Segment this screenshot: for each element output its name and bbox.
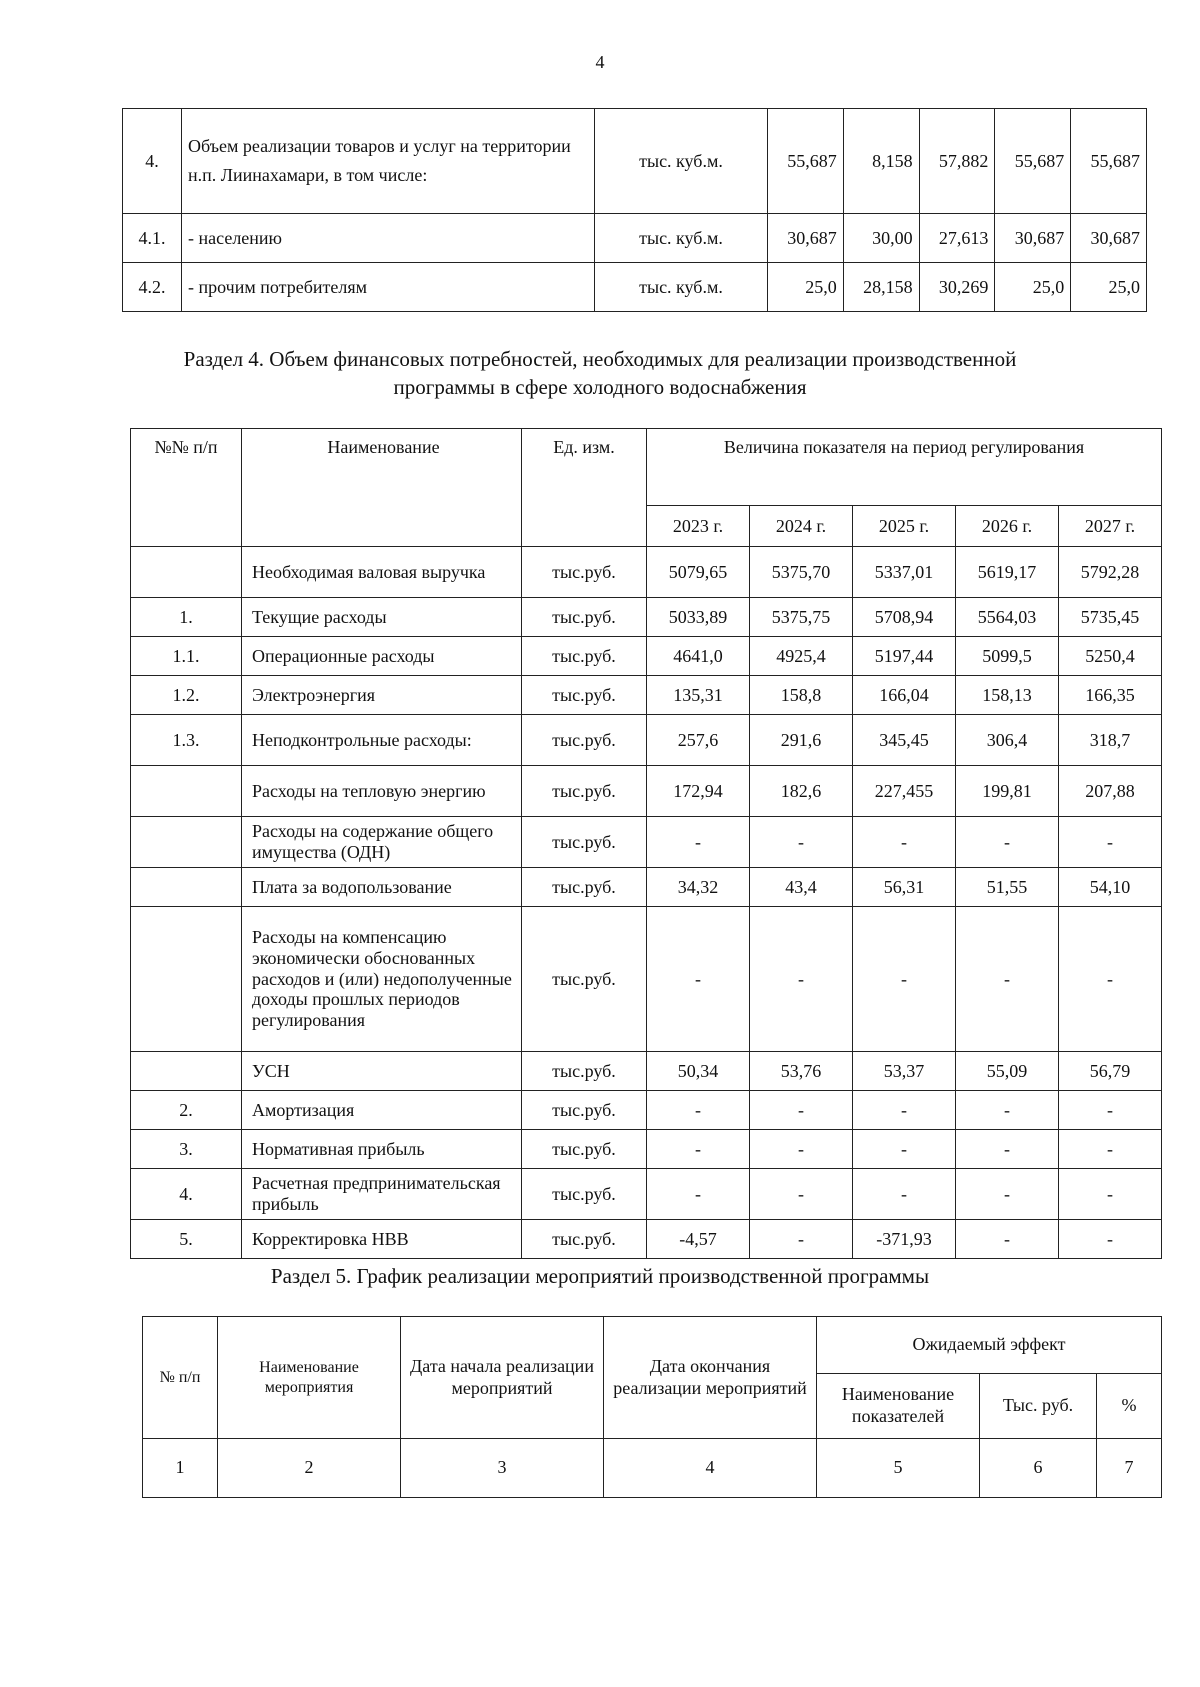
row-value: 27,613	[919, 214, 995, 263]
row-value: 5197,44	[853, 637, 956, 676]
row-unit: тыс.руб.	[522, 1091, 647, 1130]
row-name: Расходы на содержание общего имущества (ОДН)	[242, 817, 522, 868]
row-name: Неподконтрольные расходы:	[242, 715, 522, 766]
header-start: Дата начала реализации мероприятий	[401, 1317, 604, 1439]
row-value: 53,37	[853, 1052, 956, 1091]
table-row	[131, 598, 1162, 637]
section-4-title-line1: Раздел 4. Объем финансовых потребностей, необходимых для реализации производственной	[183, 347, 1017, 371]
row-value: -	[750, 1130, 853, 1169]
row-value: 51,55	[956, 868, 1059, 907]
row-value: 257,6	[647, 715, 750, 766]
table-row	[131, 1091, 1162, 1130]
row-value: 34,32	[647, 868, 750, 907]
table-row	[131, 547, 1162, 598]
row-unit: тыс. куб.м.	[595, 263, 768, 312]
row-value: 207,88	[1059, 766, 1162, 817]
row-number	[131, 817, 242, 868]
row-value: -	[853, 1169, 956, 1220]
financial-needs-table	[130, 428, 1162, 1259]
row-value: -	[647, 1169, 750, 1220]
row-value: 25,0	[1071, 263, 1147, 312]
row-value: 199,81	[956, 766, 1059, 817]
row-unit: тыс. куб.м.	[595, 109, 768, 214]
row-value: 43,4	[750, 868, 853, 907]
table-row	[131, 1130, 1162, 1169]
column-number: 5	[817, 1439, 980, 1498]
row-name: Электроэнергия	[242, 676, 522, 715]
row-value: 135,31	[647, 676, 750, 715]
row-value: -	[647, 1130, 750, 1169]
row-value: -	[853, 1130, 956, 1169]
column-numbers-row	[143, 1439, 1162, 1498]
row-value: 53,76	[750, 1052, 853, 1091]
row-unit: тыс.руб.	[522, 766, 647, 817]
header-num: № п/п	[143, 1317, 218, 1439]
header-effect: Ожидаемый эффект	[817, 1317, 1162, 1374]
row-value: 5250,4	[1059, 637, 1162, 676]
row-value: 50,34	[647, 1052, 750, 1091]
row-value: 5619,17	[956, 547, 1059, 598]
table-header-row	[131, 429, 1162, 506]
row-number: 4.1.	[123, 214, 182, 263]
row-value: 25,0	[768, 263, 844, 312]
row-value: -	[1059, 1169, 1162, 1220]
row-value: 30,687	[768, 214, 844, 263]
table-row	[131, 676, 1162, 715]
table-row	[123, 214, 1147, 263]
row-number	[131, 907, 242, 1052]
row-value: 57,882	[919, 109, 995, 214]
row-value: 5792,28	[1059, 547, 1162, 598]
row-value: 345,45	[853, 715, 956, 766]
row-value: -	[750, 817, 853, 868]
row-unit: тыс.руб.	[522, 907, 647, 1052]
row-name: Корректировка НВВ	[242, 1220, 522, 1259]
table-header-row	[143, 1317, 1162, 1374]
row-value: 54,10	[1059, 868, 1162, 907]
row-value: -	[956, 1220, 1059, 1259]
row-number: 4.	[123, 109, 182, 214]
row-unit: тыс.руб.	[522, 637, 647, 676]
row-value: -	[1059, 907, 1162, 1052]
row-value: 306,4	[956, 715, 1059, 766]
row-value: 30,00	[843, 214, 919, 263]
volume-table	[122, 108, 1147, 312]
row-value: 55,687	[768, 109, 844, 214]
table-row	[131, 868, 1162, 907]
row-unit: тыс. куб.м.	[595, 214, 768, 263]
row-value: 166,04	[853, 676, 956, 715]
header-name: Наименование мероприятия	[218, 1317, 401, 1439]
section-4-title-line2: программы в сфере холодного водоснабжения	[393, 375, 807, 400]
row-value: 5735,45	[1059, 598, 1162, 637]
table-row	[131, 1052, 1162, 1091]
column-number: 4	[604, 1439, 817, 1498]
row-name: Плата за водопользование	[242, 868, 522, 907]
table-row	[131, 1220, 1162, 1259]
row-value: 30,687	[995, 214, 1071, 263]
row-value: -	[647, 1091, 750, 1130]
row-unit: тыс.руб.	[522, 547, 647, 598]
row-value: 30,269	[919, 263, 995, 312]
header-end: Дата окончания реализации мероприятий	[604, 1317, 817, 1439]
row-value: -4,57	[647, 1220, 750, 1259]
header-unit: Ед. изм.	[522, 429, 647, 547]
row-value: 5708,94	[853, 598, 956, 637]
row-value: 4925,4	[750, 637, 853, 676]
row-name: Расходы на тепловую энергию	[242, 766, 522, 817]
column-number: 7	[1097, 1439, 1162, 1498]
row-value: -	[1059, 817, 1162, 868]
row-value: 166,35	[1059, 676, 1162, 715]
row-value: 8,158	[843, 109, 919, 214]
row-value: -	[1059, 1091, 1162, 1130]
row-value: 55,687	[1071, 109, 1147, 214]
row-name: Нормативная прибыль	[242, 1130, 522, 1169]
row-value: 158,8	[750, 676, 853, 715]
row-name: - прочим потребителям	[182, 263, 595, 312]
row-value: 56,79	[1059, 1052, 1162, 1091]
header-year: 2023 г.	[647, 506, 750, 547]
row-value: -	[853, 1091, 956, 1130]
header-year: 2026 г.	[956, 506, 1059, 547]
row-number: 5.	[131, 1220, 242, 1259]
row-value: 158,13	[956, 676, 1059, 715]
row-name: - населению	[182, 214, 595, 263]
table-row	[123, 263, 1147, 312]
row-value: 5337,01	[853, 547, 956, 598]
row-value: 227,455	[853, 766, 956, 817]
row-number: 1.3.	[131, 715, 242, 766]
row-value: -	[1059, 1220, 1162, 1259]
row-value: 182,6	[750, 766, 853, 817]
row-value: 172,94	[647, 766, 750, 817]
row-value: -	[956, 1130, 1059, 1169]
row-value: -	[750, 1091, 853, 1130]
row-unit: тыс.руб.	[522, 598, 647, 637]
row-unit: тыс.руб.	[522, 1130, 647, 1169]
row-name: Расчетная предпринимательская прибыль	[242, 1169, 522, 1220]
row-value: -	[853, 817, 956, 868]
row-name: Объем реализации товаров и услуг на территории н.п. Лиинахамари, в том числе:	[182, 109, 595, 214]
row-value: -	[1059, 1130, 1162, 1169]
row-name: Амортизация	[242, 1091, 522, 1130]
row-value: -	[647, 907, 750, 1052]
row-value: 55,09	[956, 1052, 1059, 1091]
row-value: 291,6	[750, 715, 853, 766]
row-value: 318,7	[1059, 715, 1162, 766]
column-number: 3	[401, 1439, 604, 1498]
column-number: 6	[980, 1439, 1097, 1498]
schedule-table	[142, 1316, 1162, 1498]
header-year: 2025 г.	[853, 506, 956, 547]
row-name: Текущие расходы	[242, 598, 522, 637]
section-4-title	[0, 345, 1200, 402]
row-name: Необходимая валовая выручка	[242, 547, 522, 598]
row-number: 1.2.	[131, 676, 242, 715]
row-value: 5079,65	[647, 547, 750, 598]
row-value: -	[956, 1091, 1059, 1130]
section-5-title: Раздел 5. График реализации мероприятий производственной программы	[270, 1264, 930, 1288]
row-value: 5564,03	[956, 598, 1059, 637]
table-row	[131, 817, 1162, 868]
row-name: Операционные расходы	[242, 637, 522, 676]
row-value: -	[750, 907, 853, 1052]
table-row	[131, 1169, 1162, 1220]
table-row	[131, 715, 1162, 766]
row-value: -	[956, 907, 1059, 1052]
row-value: -	[750, 1220, 853, 1259]
row-value: -	[750, 1169, 853, 1220]
row-value: -	[853, 907, 956, 1052]
row-number: 4.2.	[123, 263, 182, 312]
row-value: 5099,5	[956, 637, 1059, 676]
table-row	[131, 766, 1162, 817]
column-number: 1	[143, 1439, 218, 1498]
row-number: 2.	[131, 1091, 242, 1130]
header-year: 2027 г.	[1059, 506, 1162, 547]
row-number: 1.	[131, 598, 242, 637]
header-name: Наименование	[242, 429, 522, 547]
header-period: Величина показателя на период регулирования	[647, 429, 1162, 506]
row-number	[131, 1052, 242, 1091]
row-value: 28,158	[843, 263, 919, 312]
table-row	[131, 907, 1162, 1052]
row-unit: тыс.руб.	[522, 868, 647, 907]
row-unit: тыс.руб.	[522, 676, 647, 715]
header-percent: %	[1097, 1374, 1162, 1439]
row-value: 56,31	[853, 868, 956, 907]
row-number: 1.1.	[131, 637, 242, 676]
row-unit: тыс.руб.	[522, 1169, 647, 1220]
row-name: УСН	[242, 1052, 522, 1091]
row-number	[131, 547, 242, 598]
table-row	[131, 637, 1162, 676]
row-number: 4.	[131, 1169, 242, 1220]
page-number: 4	[595, 52, 605, 72]
row-value: 25,0	[995, 263, 1071, 312]
table-row	[123, 109, 1147, 214]
row-value: 4641,0	[647, 637, 750, 676]
row-value: -	[647, 817, 750, 868]
row-unit: тыс.руб.	[522, 1052, 647, 1091]
row-value: 5375,75	[750, 598, 853, 637]
row-value: 5375,70	[750, 547, 853, 598]
row-unit: тыс.руб.	[522, 715, 647, 766]
column-number: 2	[218, 1439, 401, 1498]
row-unit: тыс.руб.	[522, 1220, 647, 1259]
row-number	[131, 868, 242, 907]
header-rub: Тыс. руб.	[980, 1374, 1097, 1439]
row-name: Расходы на компенсацию экономически обоснованных расходов и (или) недополученные доходы прошлых периодов регулирования	[242, 907, 522, 1052]
row-value: -371,93	[853, 1220, 956, 1259]
row-value: 55,687	[995, 109, 1071, 214]
row-value: 30,687	[1071, 214, 1147, 263]
row-value: -	[956, 817, 1059, 868]
row-number	[131, 766, 242, 817]
row-value: -	[956, 1169, 1059, 1220]
header-year: 2024 г.	[750, 506, 853, 547]
row-value: 5033,89	[647, 598, 750, 637]
header-indicator: Наименование показателей	[817, 1374, 980, 1439]
row-unit: тыс.руб.	[522, 817, 647, 868]
header-num: №№ п/п	[131, 429, 242, 547]
row-number: 3.	[131, 1130, 242, 1169]
